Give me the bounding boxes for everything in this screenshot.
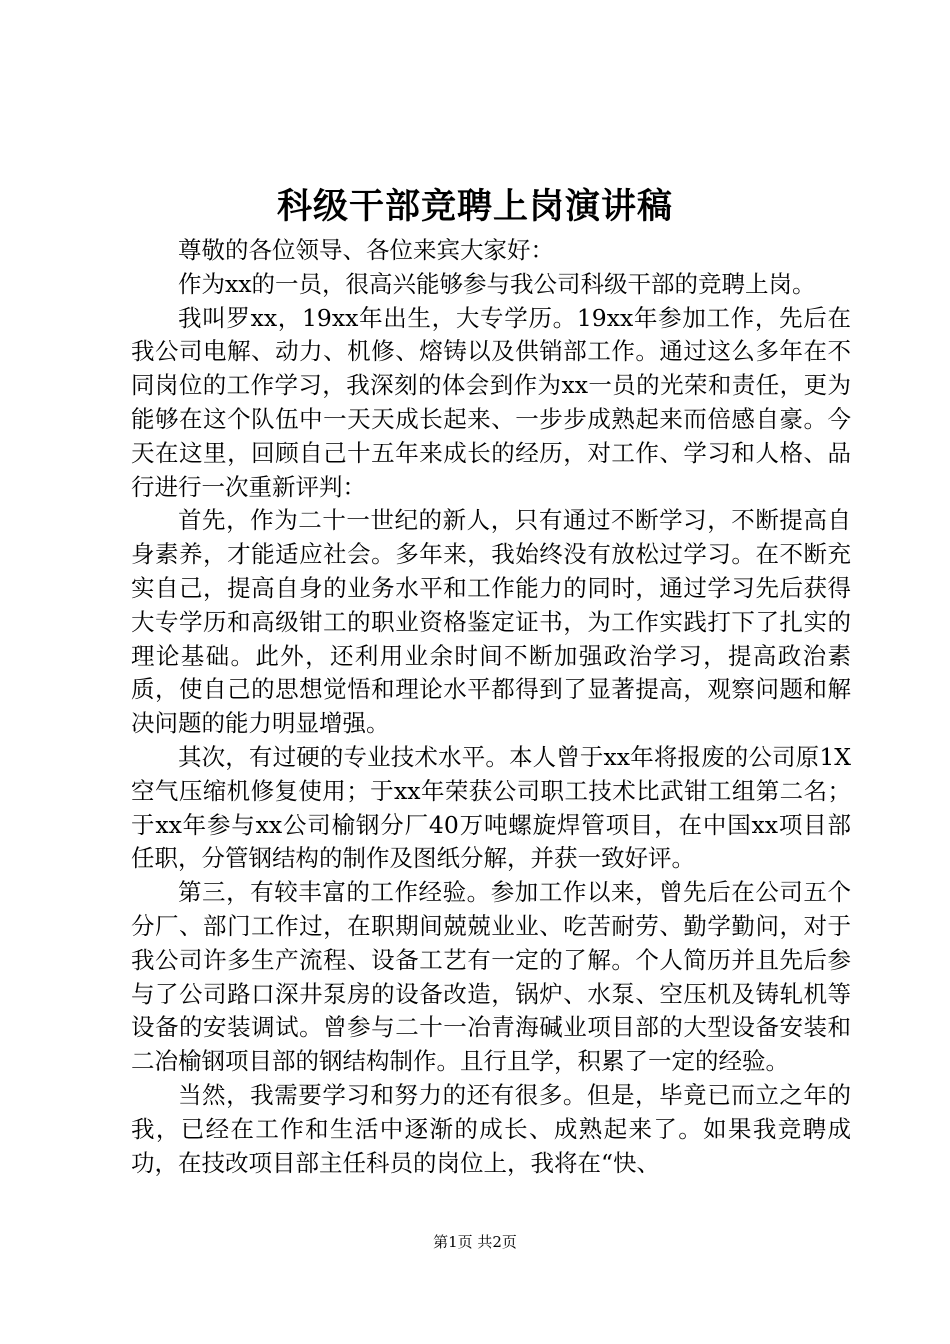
paragraph-background: 我叫罗xx，19xx年出生，大专学历。19xx年参加工作，先后在我公司电解、动力、机修、熔铸以及供销部工作。通过这么多年在不同岗位的工作学习，我深刻的体会到作为xx一员的光荣和责任，更为能够在这个队伍中一天天成长起来、一步步成熟起来而倍感自豪。今天在这里，回顾自己十五年来成长的经历，对工作、学习和人格、品行进行一次重新评判： [131,303,851,501]
paragraph-third-point: 第三，有较丰富的工作经验。参加工作以来，曾先后在公司五个分厂、部门工作过，在职期间兢兢业业、吃苦耐劳、勤学勤问，对于我公司许多生产流程、设备工艺有一定的了解。个人简历并且先后参与了公司路口深井泵房的设备改造，锅炉、水泵、空压机及铸轧机等设备的安装调试。曾参与二十一冶青海碱业项目部的大型设备安装和二冶榆钢项目部的钢结构制作。且行且学，积累了一定的经验。 [131,878,851,1076]
page-number-footer: 第1页 共2页 [433,1233,517,1251]
document-title: 科级干部竞聘上岗演讲稿 [276,186,673,227]
paragraph-greeting: 尊敬的各位领导、各位来宾大家好： [178,236,554,264]
paragraph-conclusion: 当然，我需要学习和努力的还有很多。但是，毕竟已而立之年的我，已经在工作和生活中逐渐的成长、成熟起来了。如果我竞聘成功，在技改项目部主任科员的岗位上，我将在“快、 [131,1080,851,1177]
paragraph-intro: 作为xx的一员，很高兴能够参与我公司科级干部的竞聘上岗。 [178,269,816,298]
paragraph-first-point: 首先，作为二十一世纪的新人，只有通过不断学习，不断提高自身素养，才能适应社会。多年来，我始终没有放松过学习。在不断充实自己，提高自身的业务水平和工作能力的同时，通过学习先后获得大专学历和高级钳工的职业资格鉴定证书，为工作实践打下了扎实的理论基础。此外，还利用业余时间不断加强政治学习，提高政治素质，使自己的思想觉悟和理论水平都得到了显著提高，观察问题和解决问题的能力明显增强。 [131,506,851,738]
document-body [131,234,851,1180]
paragraph-second-point: 其次，有过硬的专业技术水平。本人曾于xx年将报废的公司原1X空气压缩机修复使用；于xx年荣获公司职工技术比武钳工组第二名；于xx年参与xx公司榆钢分厂40万吨螺旋焊管项目，在中国xx项目部任职，分管钢结构的制作及图纸分解，并获一致好评。 [131,742,851,873]
